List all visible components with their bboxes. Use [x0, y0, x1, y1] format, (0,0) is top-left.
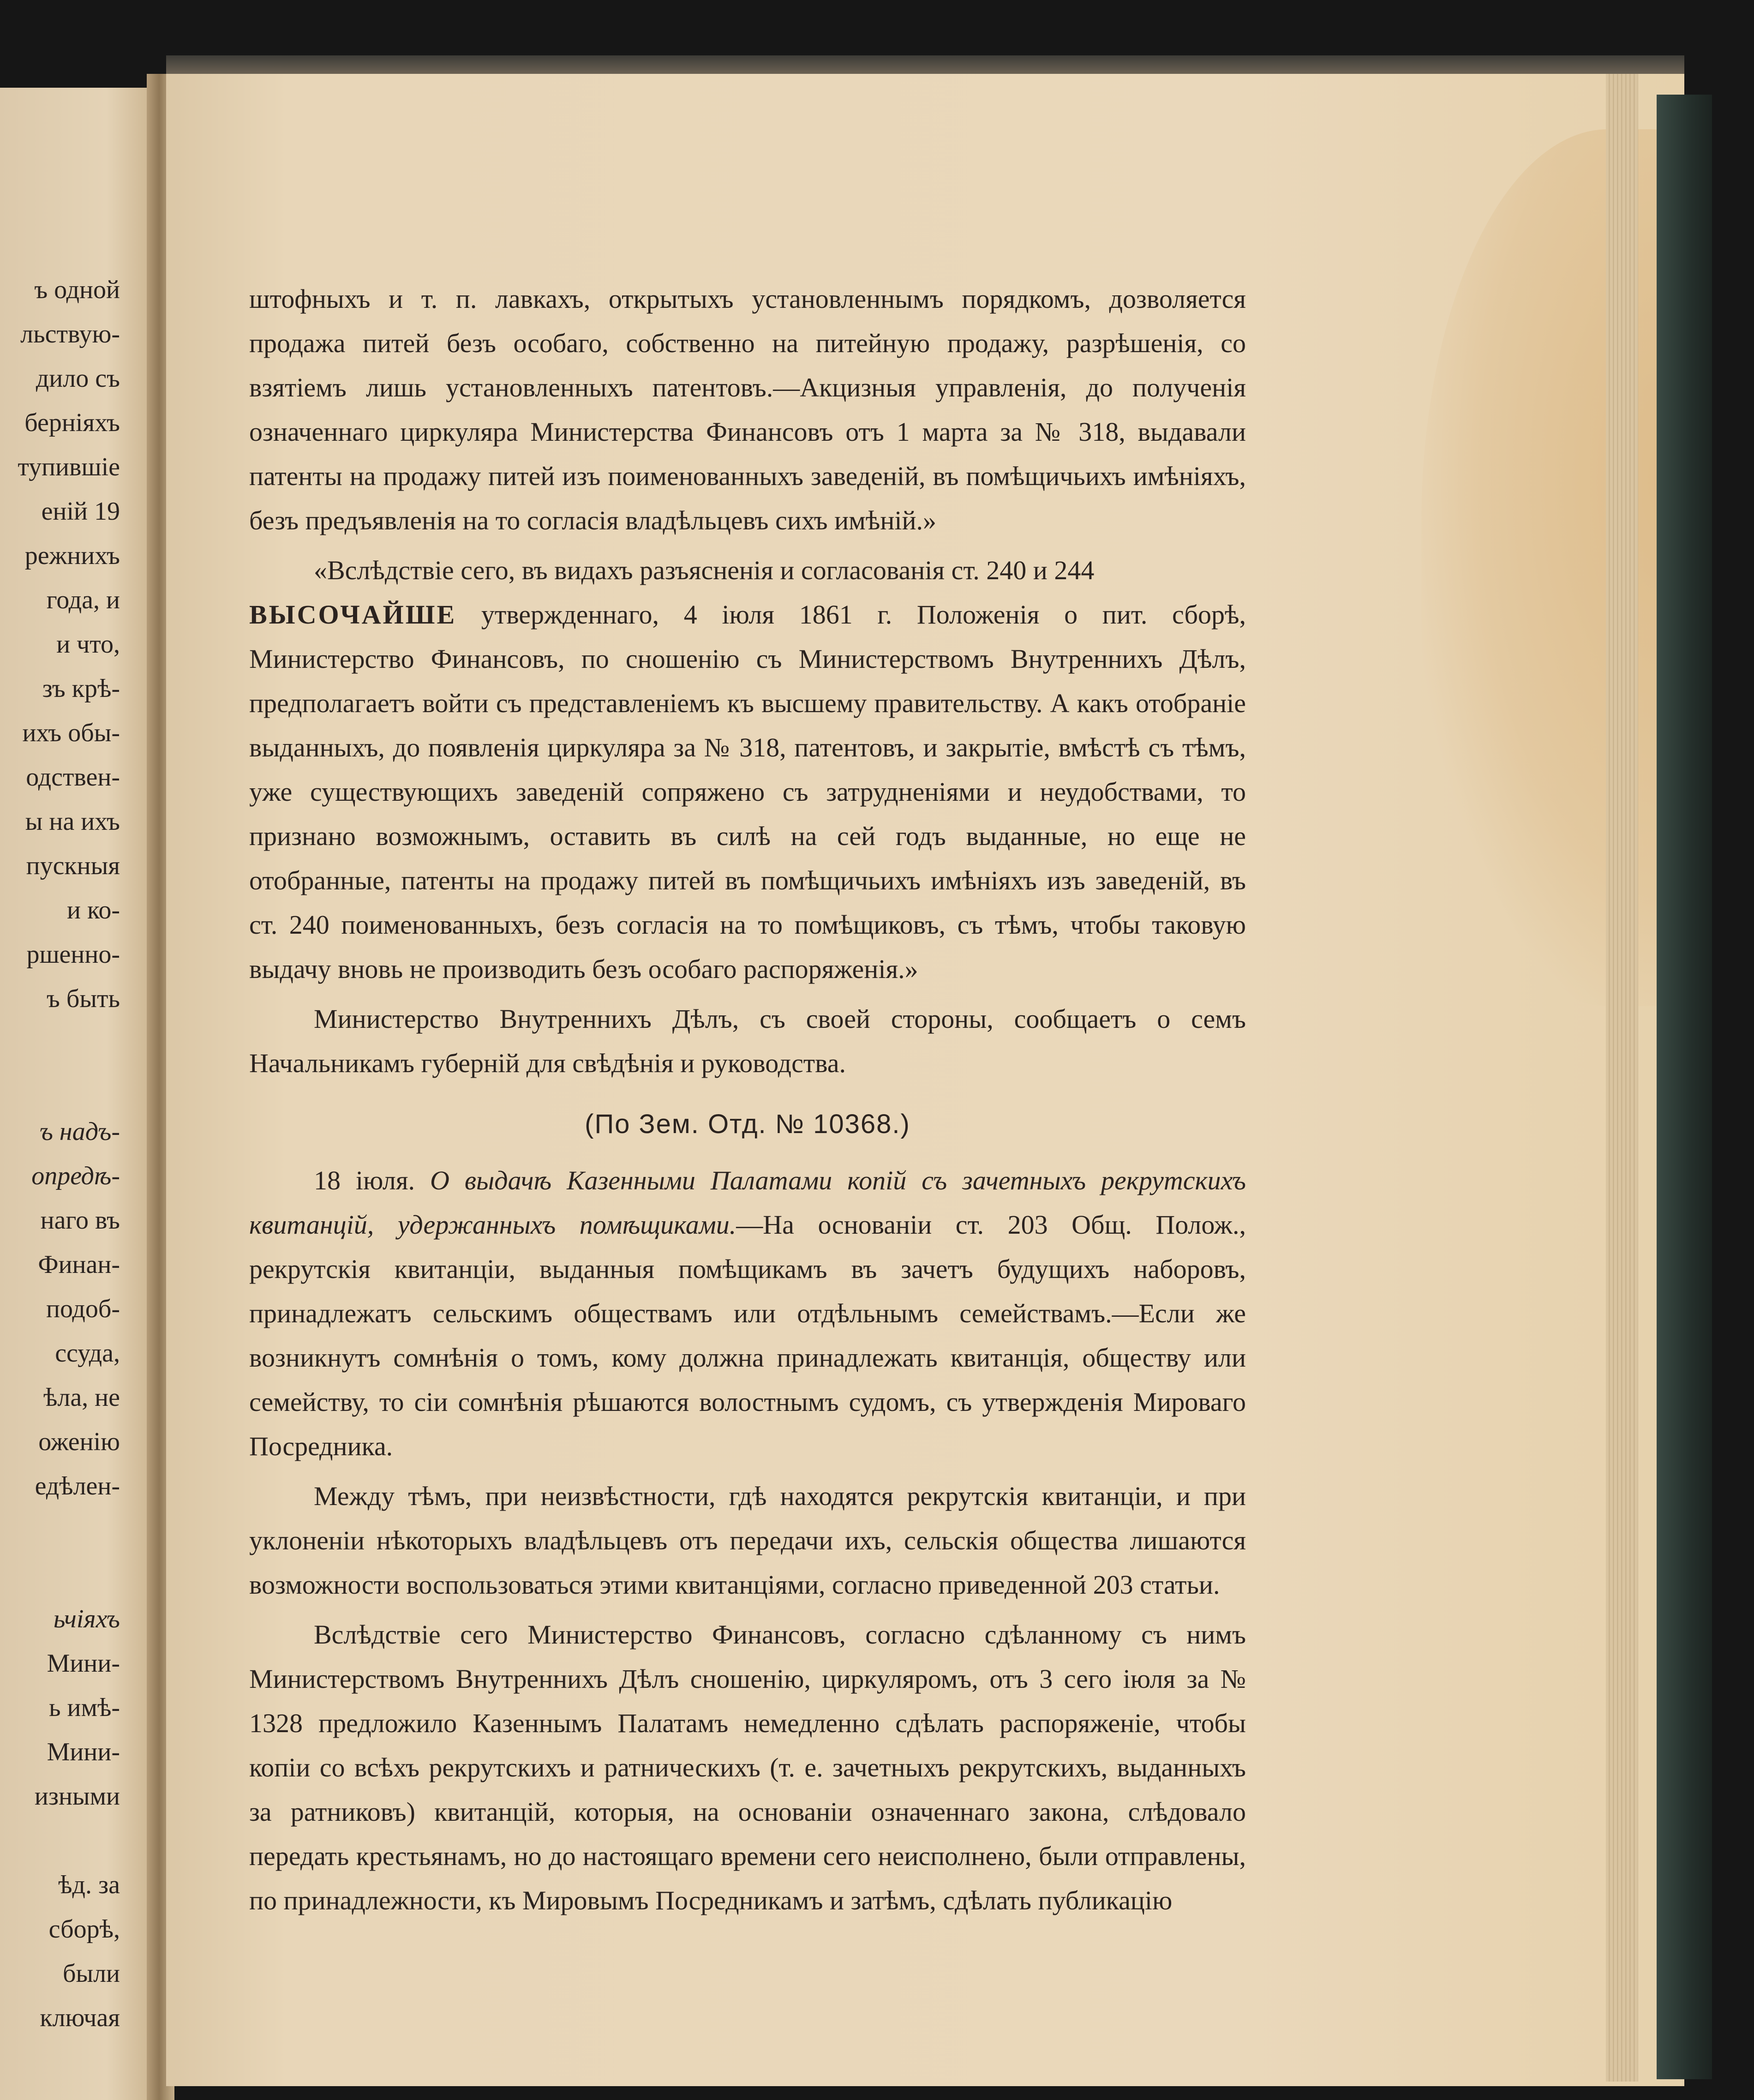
- left-page-line: и что,: [56, 630, 120, 659]
- left-page-line: режнихъ: [24, 541, 120, 570]
- open-book: [0, 55, 1707, 2040]
- paragraph-3: Министерство Внутреннихъ Дѣлъ, съ своей стороны, сообщаетъ о семъ Начальникамъ губерній для свѣдѣнія и руководства.: [249, 1004, 1246, 1078]
- left-page-line: ссуда,: [55, 1339, 120, 1368]
- left-page-line: Финан-: [38, 1250, 120, 1279]
- left-page-line: [0, 1065, 120, 1110]
- left-page-line: и ко-: [67, 896, 120, 924]
- left-page-line: ъ быть: [46, 984, 120, 1013]
- left-page-line: ы на ихъ: [25, 807, 120, 836]
- left-page-line: изными: [34, 1782, 120, 1811]
- paragraph-5: Между тѣмъ, при неизвѣстности, гдѣ находятся рекрутскія квитанціи, и при уклоненіи нѣкоторыхъ владѣльцевъ отъ передачи ихъ, сельскія общества лишаются возможности воспользоваться этими квитанціями, согласно приведенной 203 статьи.: [249, 1481, 1246, 1600]
- left-page-line: были: [62, 1959, 120, 1988]
- left-page-line: ихъ обы-: [22, 719, 120, 747]
- left-page-line: еній 19: [41, 497, 120, 526]
- emphasis-vysochaishe: ВЫСОЧАЙШЕ: [249, 600, 457, 630]
- left-page-line: ѣд. за: [58, 1871, 120, 1899]
- paragraph-2: [249, 548, 1246, 991]
- left-page-line: пускныя: [26, 852, 120, 880]
- left-page-line: Мини-: [47, 1649, 120, 1678]
- left-page-line: сборѣ,: [48, 1915, 120, 1944]
- entry-body: —На основаніи ст. 203 Общ. Полож., рекрутскія квитанціи, выданныя помѣщикамъ въ зачетъ будущихъ наборовъ, принадлежатъ сельскимъ обществамъ или отдѣльнымъ семействамъ.—Если же возникнутъ сомнѣнія о томъ, кому должна принадлежать квитанція, обществу или семейству, то сіи сомнѣнія рѣшаются волостнымъ судомъ, съ утвержденія Мироваго Посредника.: [249, 1210, 1246, 1461]
- book-cover: [1657, 95, 1712, 2079]
- left-page-line: ѣла, не: [43, 1383, 120, 1412]
- left-page-line: тупившіе: [18, 453, 120, 481]
- paragraph-1: штофныхъ и т. п. лавкахъ, открытыхъ установленнымъ порядкомъ, дозволяется продажа питей безъ особаго, собственно на питейную продажу, разрѣшенія, со взятіемъ лишь установленныхъ патентовъ.—Акцизныя управленія, до полученія означеннаго циркуляра Министерства Финансовъ отъ 1 марта за № 318, выдавали патенты на продажу питей изъ поименованныхъ заведеній, въ помѣщичьихъ имѣніяхъ, безъ предъявленія на то согласія владѣльцевъ сихъ имѣній.»: [249, 284, 1246, 535]
- main-text: [249, 277, 1246, 1923]
- left-page-line: Мини-: [47, 1738, 120, 1766]
- left-page-line: берніяхъ: [24, 408, 120, 437]
- entry-title: О выдачѣ Казенными Палатами копій съ зачетныхъ рекрутскихъ квитанцій, удержанныхъ помѣщиками.: [249, 1165, 1246, 1240]
- reference-number: (По Зем. Отд. № 10368.): [585, 1109, 910, 1139]
- left-page-line: наго въ: [40, 1206, 120, 1235]
- water-stain: [1421, 129, 1684, 1006]
- paragraph-6: Вслѣдствіе сего Министерство Финансовъ, согласно сдѣланному съ нимъ Министерствомъ Внутреннихъ Дѣлъ сношенію, циркуляромъ, отъ 3 сего іюля за № 1328 предложило Казеннымъ Палатамъ немедленно сдѣлать распоряженіе, чтобы копіи со всѣхъ рекрутскихъ и ратническихъ (т. е. зачетныхъ рекрутскихъ, выданныхъ за ратниковъ) квитанцій, которыя, на основаніи означеннаго закона, слѣдовало передать крестьянамъ, но до настоящаго времени сего неисполнено, были отправлены, по принадлежности, къ Мировымъ Посредникамъ и затѣмъ, сдѣлать публикацію: [249, 1620, 1246, 1915]
- left-page-line: зъ крѣ-: [42, 674, 120, 703]
- left-page-line: одствен-: [26, 763, 120, 792]
- left-page: [0, 88, 152, 2100]
- left-page-line: подоб-: [46, 1295, 120, 1323]
- left-page-line: оженію: [38, 1428, 120, 1456]
- page-top-edge: [166, 55, 1684, 74]
- paragraph-2-rest: утвержденнаго, 4 іюля 1861 г. Положенія о пит. сборѣ, Министерство Финансовъ, по сношенію съ Министерствомъ Внутреннихъ Дѣлъ, предполагаетъ войти съ представленіемъ къ высшему правительству. А какъ отобраніе выданныхъ, до появленія циркуляра за № 318, патентовъ, и закрытіе, вмѣстѣ съ тѣмъ, уже существующихъ заведеній сопряжено съ затрудненіями и неудобствами, то признано возможнымъ, оставить въ силѣ на сей годъ выданные, но еще не отобранные, патенты на продажу питей въ помѣщичьихъ имѣніяхъ изъ заведеній, въ ст. 240 поименованныхъ, безъ согласія на то помѣщиковъ, съ тѣмъ, чтобы таковую выдачу вновь не производить безъ особаго распоряженія.»: [249, 600, 1246, 984]
- left-page-line: ъ надъ-: [39, 1117, 120, 1146]
- left-page-line: дило съ: [36, 364, 120, 393]
- left-page-line: ключая: [40, 2004, 120, 2032]
- left-page-line: [0, 1553, 120, 1597]
- left-page-line: года, и: [46, 586, 120, 614]
- left-page-line: [0, 1508, 120, 1553]
- entry-date: 18 іюля.: [314, 1165, 415, 1195]
- left-page-line: [0, 1818, 120, 1863]
- left-page-text: [0, 268, 120, 2040]
- left-page-line: едѣлен-: [35, 1472, 120, 1500]
- left-page-line: ршенно-: [26, 940, 120, 969]
- left-page-line: [0, 1021, 120, 1065]
- page-edges: [1606, 60, 1638, 2082]
- paragraph-4: [249, 1158, 1246, 1469]
- left-page-line: льствую-: [20, 320, 120, 348]
- paragraph-2-start: «Вслѣдствіе сего, въ видахъ разъясненія и согласованія ст. 240 и 244: [314, 555, 1095, 585]
- left-page-line: опредѣ-: [31, 1162, 120, 1190]
- left-page-line: ь имѣ-: [49, 1693, 120, 1722]
- left-page-line: ъ одной: [34, 276, 120, 304]
- left-page-line: ьчіяхъ: [53, 1605, 120, 1633]
